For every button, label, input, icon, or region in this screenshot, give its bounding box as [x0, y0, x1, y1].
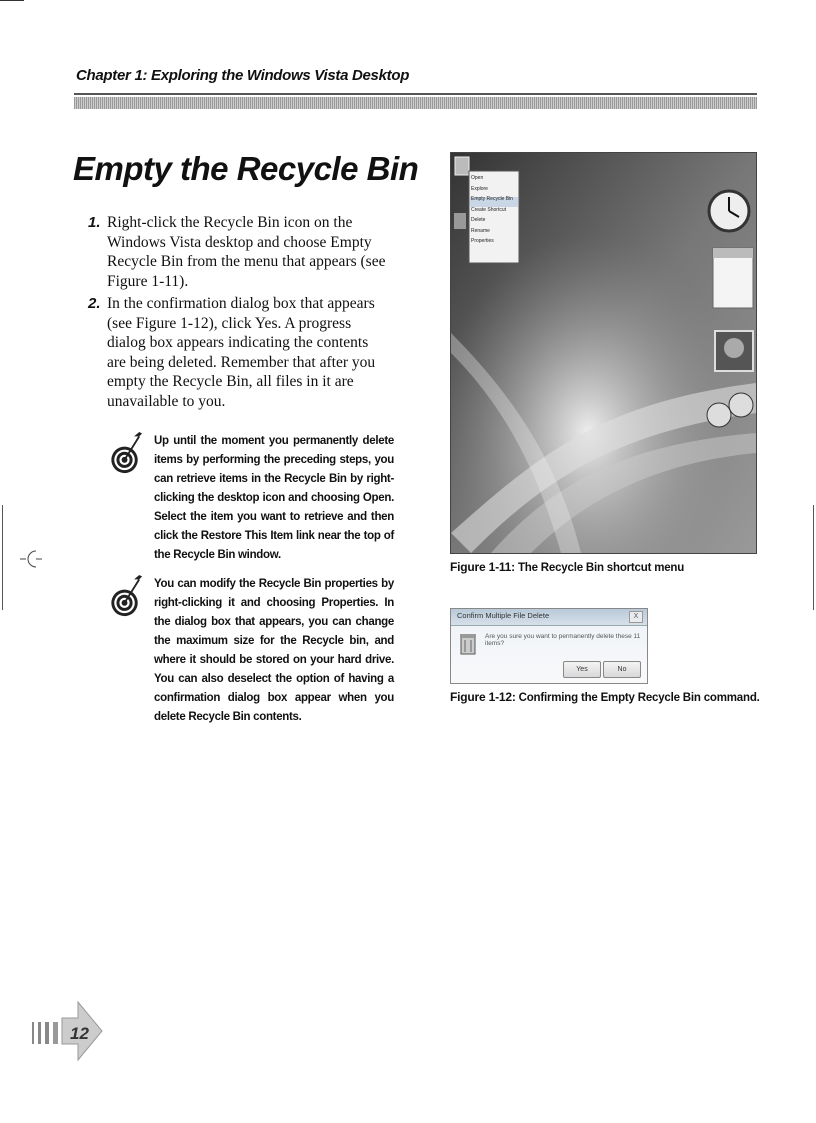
menu-item-explore[interactable]: Explore — [471, 185, 488, 192]
margin-line-right — [813, 505, 814, 610]
target-icon — [104, 575, 148, 619]
section-title: Empty the Recycle Bin — [73, 150, 419, 187]
menu-item-create-shortcut[interactable]: Create Shortcut — [471, 206, 507, 213]
step-number: 2. — [88, 295, 101, 312]
tip-2: You can modify the Recycle Bin properties by right-clicking it and choosing Properties. In the dialog box that appears, you can change the maximum size for the Recycle bin, and where it should be stored on your hard drive. You can also deselect the option of having a confirmation dialog box appear when you delete Recycle Bin contents. — [154, 578, 394, 723]
menu-item-properties[interactable]: Properties — [471, 238, 494, 244]
header-band — [74, 97, 757, 109]
yes-button[interactable]: Yes — [563, 661, 601, 678]
corner-rule — [0, 0, 24, 1]
menu-item-open[interactable]: Open — [471, 175, 484, 181]
context-menu — [471, 173, 513, 247]
chapter-header: Chapter 1: Exploring the Windows Vista Desktop — [76, 67, 410, 84]
dialog-title-bar — [451, 609, 647, 626]
close-icon[interactable]: X — [629, 611, 643, 623]
menu-item-rename[interactable]: Rename — [471, 227, 490, 234]
header-rule — [74, 93, 757, 95]
step-number: 1. — [88, 214, 101, 231]
page-number: 12 — [70, 1024, 89, 1043]
crop-mark-icon — [20, 548, 42, 570]
step-text: Right-click the Recycle Bin icon on the Windows Vista desktop and choose Empty Recycle Bin from the menu that appears (see Figure 1-11). — [107, 214, 386, 290]
menu-item-empty-recycle-bin[interactable]: Empty Recycle Bin — [471, 196, 513, 202]
target-icon — [104, 432, 148, 476]
figure-label: Figure 1-12: — [450, 690, 516, 704]
no-button[interactable]: No — [603, 661, 641, 678]
figure-caption-text: The Recycle Bin shortcut menu — [517, 562, 685, 574]
step-text: In the confirmation dialog box that appears (see Figure 1-12), click Yes. A progress dialog box appears indicating the contents are being deleted. Remember that after you empty the Recycle Bin, all files in it are unavailable to you. — [107, 295, 376, 410]
figure-label: Figure 1-11: — [450, 560, 515, 574]
page-arrow-icon — [28, 1000, 104, 1062]
confirm-delete-dialog — [450, 608, 648, 684]
margin-line-left — [2, 505, 3, 610]
step-1 — [88, 213, 388, 291]
figure-caption-text: Confirming the Empty Recycle Bin command. — [518, 692, 760, 704]
figure-1-11-caption — [450, 560, 684, 574]
figure-1-11-screenshot — [450, 152, 757, 554]
dialog-title: Confirm Multiple File Delete — [457, 611, 550, 620]
figure-1-12-caption — [450, 690, 760, 704]
step-2 — [88, 294, 388, 411]
dialog-message: Are you sure you want to permanently delete these 11 items? — [485, 633, 641, 647]
recycle-bin-icon — [459, 633, 477, 655]
menu-item-delete[interactable]: Delete — [471, 217, 486, 223]
tip-1: Up until the moment you permanently delete items by performing the preceding steps, you can retrieve items in the Recycle Bin by right-clicking the desktop icon and choosing Open. Select the item you want to retrieve and then click the Restore This Item link near the top of the Recycle Bin window. — [154, 435, 394, 561]
